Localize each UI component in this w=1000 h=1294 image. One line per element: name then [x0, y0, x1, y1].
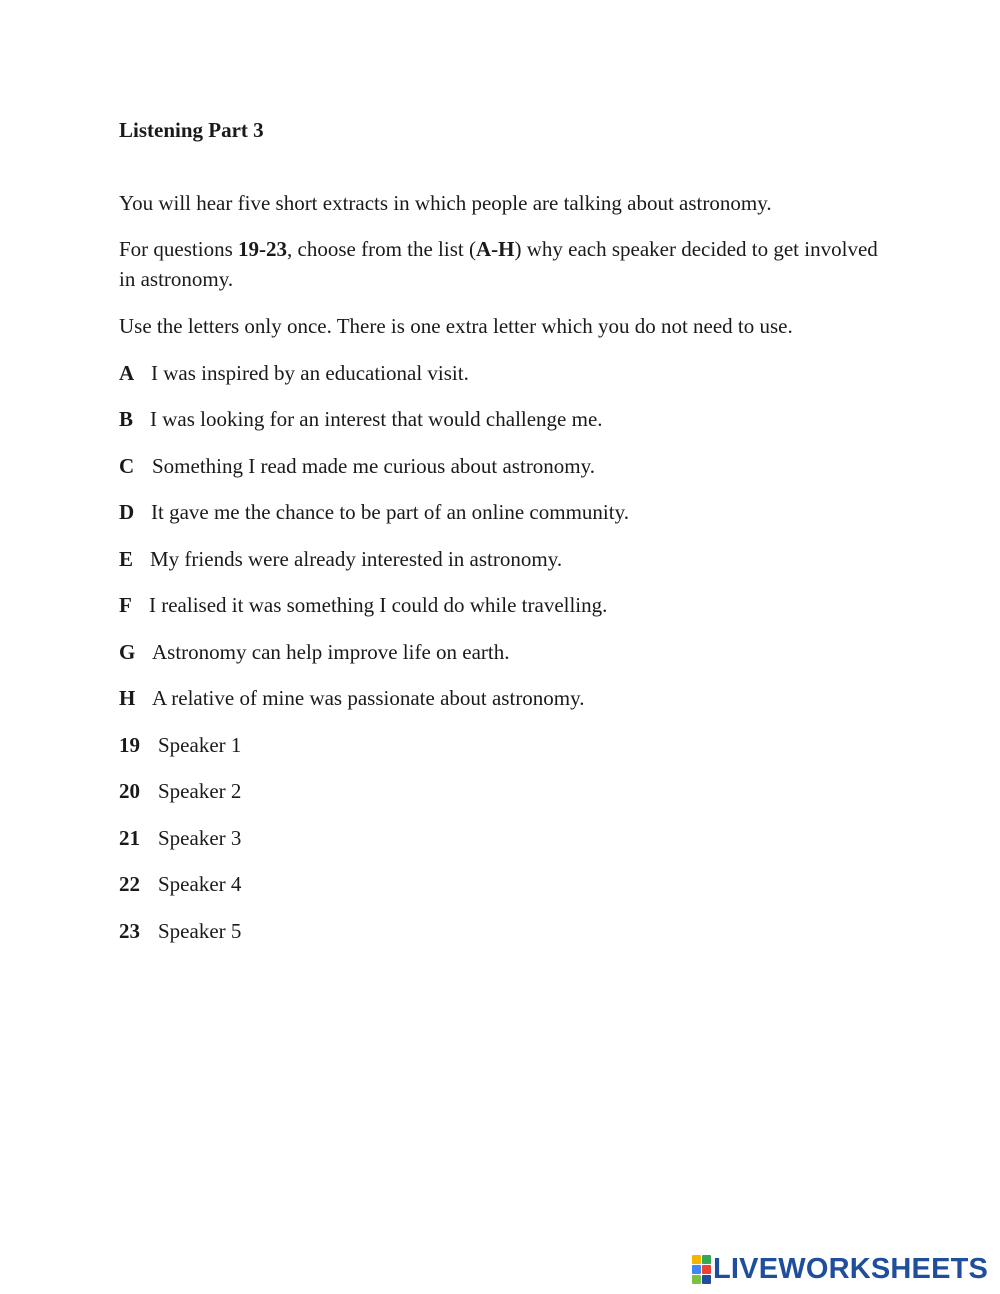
option-letter: H — [119, 686, 136, 710]
option-text: I was looking for an interest that would challenge me. — [150, 407, 603, 431]
instruction-text — [119, 234, 879, 294]
liveworksheets-logo-icon — [692, 1255, 710, 1283]
letter-range: A-H — [475, 237, 515, 261]
option-text: My friends were already interested in astronomy. — [150, 547, 563, 571]
option-letter: F — [119, 593, 132, 617]
question-label: Speaker 2 — [158, 779, 242, 803]
question-range: 19-23 — [238, 237, 288, 261]
question-number: 22 — [119, 872, 140, 896]
option-letter: D — [119, 500, 135, 524]
question-label: Speaker 1 — [158, 733, 242, 757]
option-f — [119, 590, 607, 620]
question-22 — [119, 869, 241, 899]
option-text: I was inspired by an educational visit. — [151, 361, 469, 385]
question-number: 21 — [119, 826, 140, 850]
instruction-part: ) why each speaker decided to get involved in astronomy. — [119, 237, 878, 291]
instruction-part: For questions — [119, 237, 239, 261]
option-d — [119, 497, 629, 527]
question-20 — [119, 776, 241, 806]
question-label: Speaker 4 — [158, 872, 242, 896]
question-label: Speaker 3 — [158, 826, 242, 850]
question-23 — [119, 916, 241, 946]
question-label: Speaker 5 — [158, 919, 242, 943]
question-21 — [119, 823, 241, 853]
option-g — [119, 637, 509, 667]
question-number: 20 — [119, 779, 140, 803]
option-h — [119, 683, 585, 713]
question-19 — [119, 730, 241, 760]
option-e — [119, 544, 562, 574]
option-c — [119, 451, 595, 481]
option-text: Astronomy can help improve life on earth. — [152, 640, 510, 664]
question-number: 23 — [119, 919, 140, 943]
option-letter: E — [119, 547, 134, 571]
instruction-part: , choose from the list ( — [287, 237, 476, 261]
logo-text: LIVEWORKSHEETS — [713, 1252, 989, 1285]
option-text: I realised it was something I could do while travelling. — [149, 593, 608, 617]
option-letter: B — [119, 407, 134, 431]
option-text: Something I read made me curious about astronomy. — [152, 454, 596, 478]
option-letter: G — [119, 640, 136, 664]
option-a — [119, 358, 469, 388]
usage-note: Use the letters only once. There is one extra letter which you do not need to use. — [119, 314, 793, 338]
option-b — [119, 404, 603, 434]
liveworksheets-logo[interactable] — [692, 1252, 988, 1286]
option-letter: C — [119, 454, 135, 478]
option-text: It gave me the chance to be part of an online community. — [151, 500, 629, 524]
page-title: Listening Part 3 — [119, 118, 264, 142]
option-text: A relative of mine was passionate about astronomy. — [152, 686, 585, 710]
question-number: 19 — [119, 733, 140, 757]
intro-text: You will hear five short extracts in which people are talking about astronomy. — [119, 191, 772, 215]
option-letter: A — [119, 361, 135, 385]
